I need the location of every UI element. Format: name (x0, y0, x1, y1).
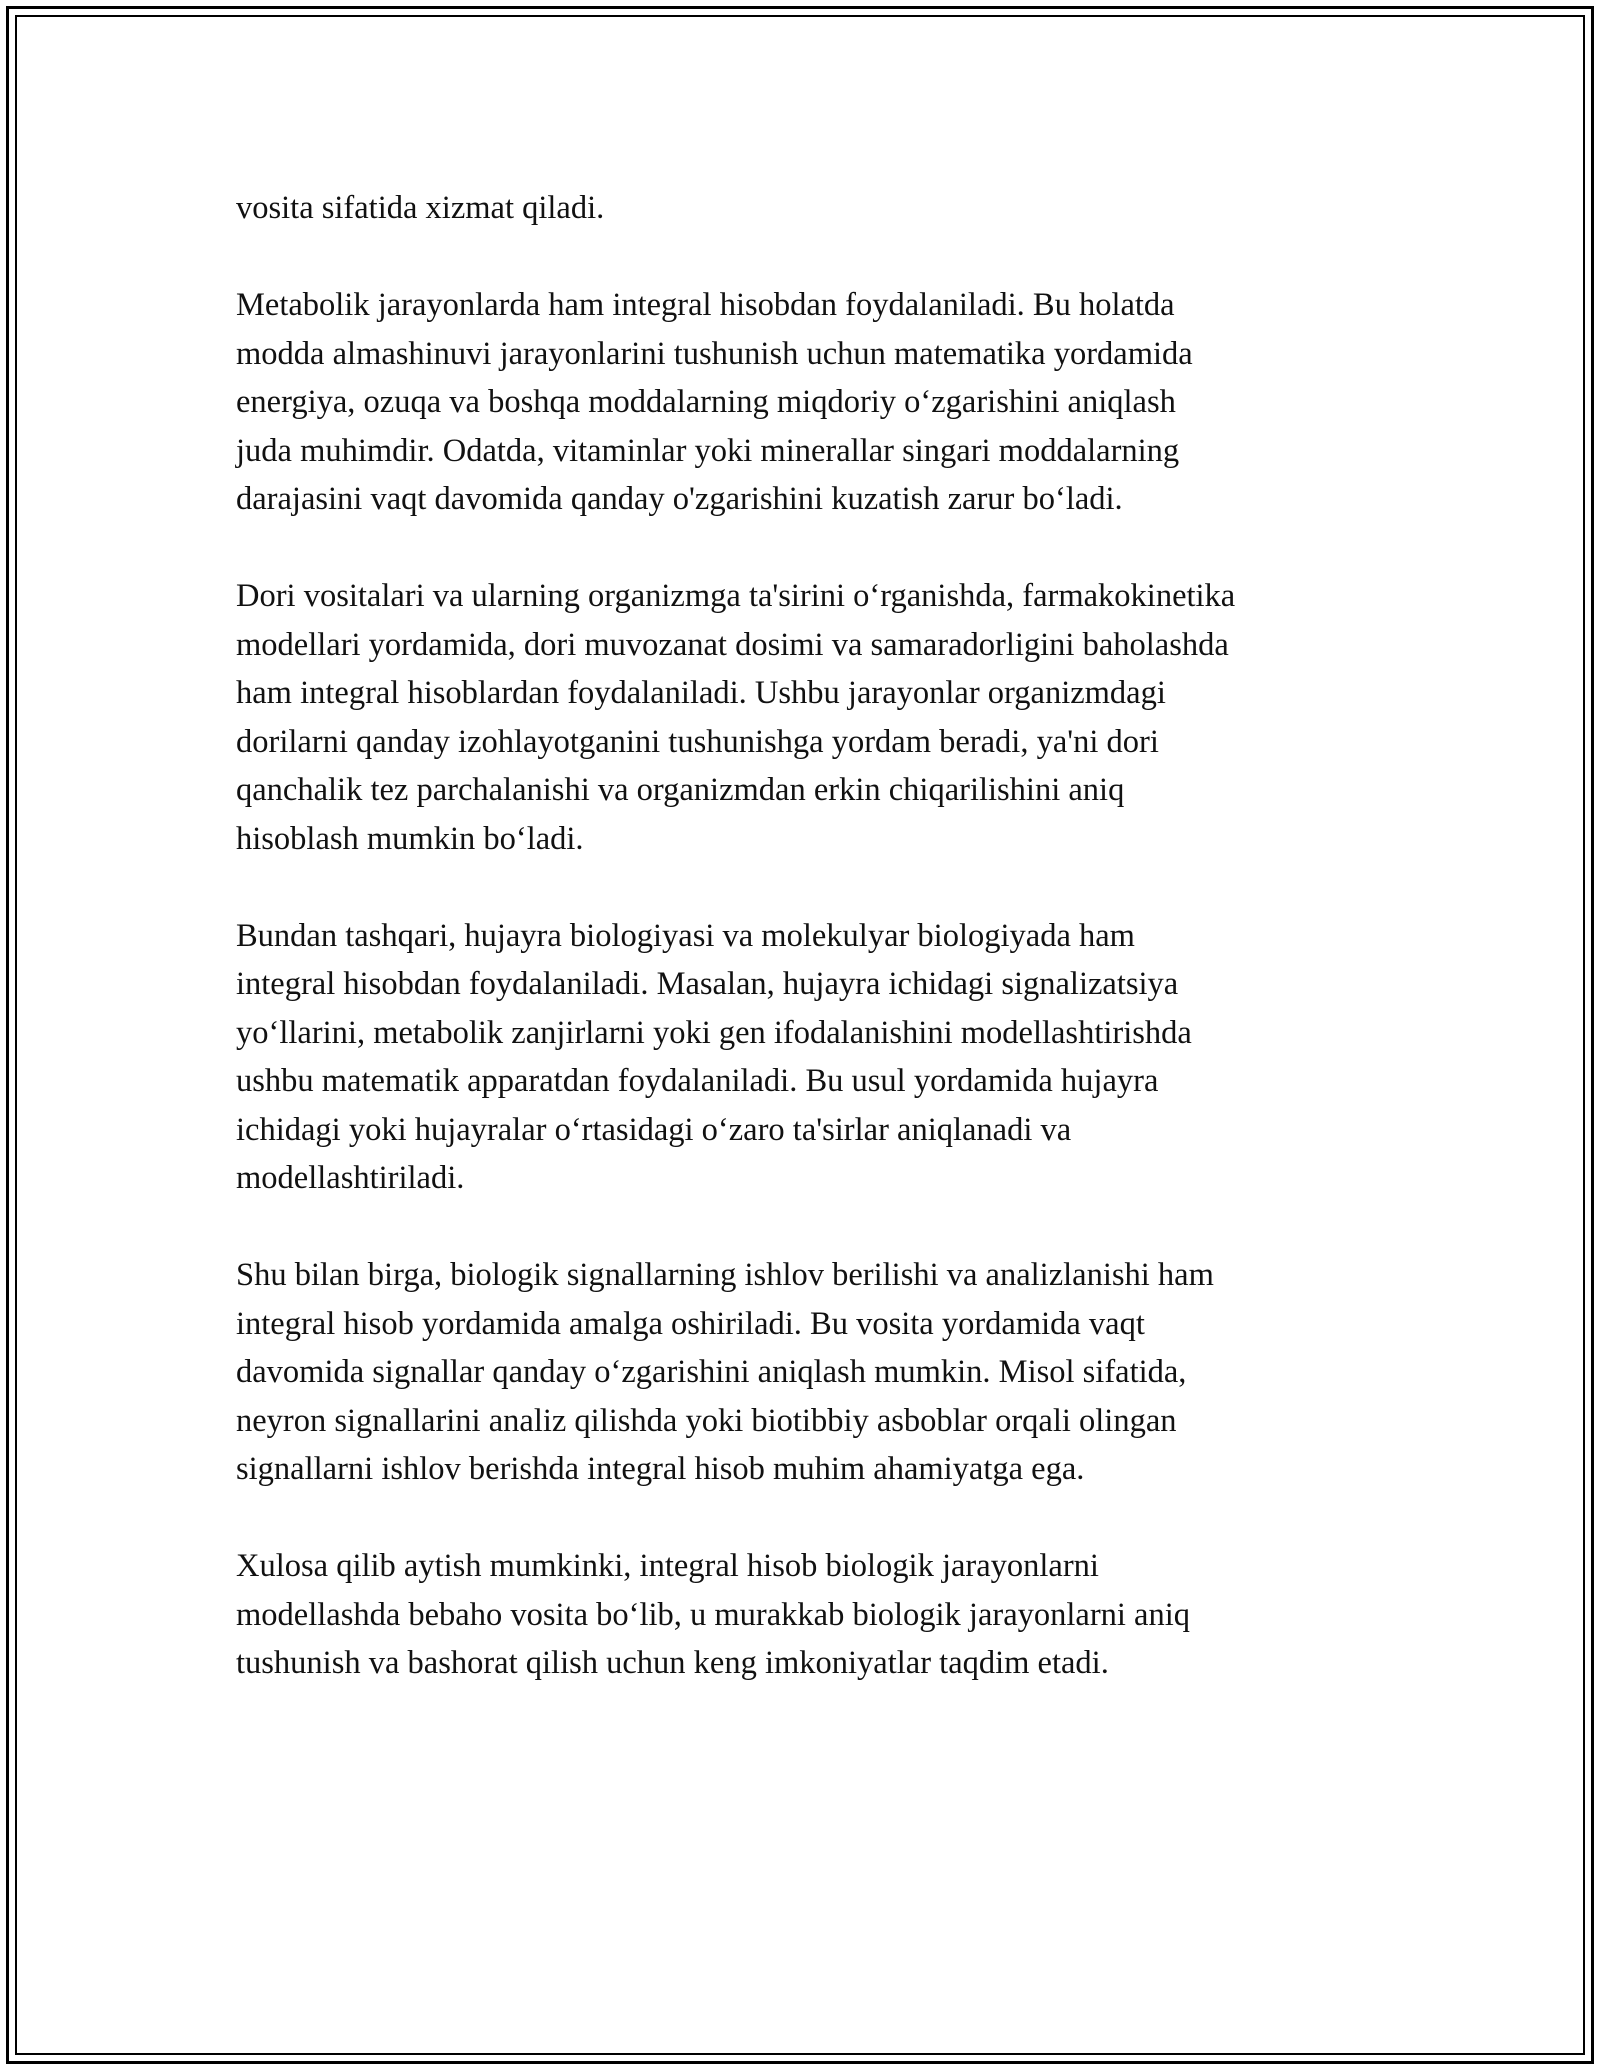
paragraph-conclusion: Xulosa qilib aytish mumkinki, integral hisob biologik jarayonlarni modellashda bebaho vosita bo‘lib, u murakkab biologik jarayonlarni aniq tushunish va bashorat qilish uchun keng imkoniyatlar taqdim etadi. (236, 1548, 1191, 1681)
document-body (236, 184, 1416, 1736)
paragraph-metabolic-processes: Metabolik jarayonlarda ham integral hisobdan foydalaniladi. Bu holatda modda almashinuvi jarayonlarini tushunish uchun matematika yordamida energiya, ozuqa va boshqa moddalarning miqdoriy o‘zgarishini aniqlash juda muhimdir. Odatda, vitaminlar yoki minerallar singari moddalarning darajasini vaqt davomida qanday o'zgarishini kuzatish zarur bo‘ladi. (236, 287, 1193, 517)
paragraph-pharmacokinetics: Dori vositalari va ularning organizmga ta'sirini o‘rganishda, farmakokinetika modellari yordamida, dori muvozanat dosimi va samaradorligini baholashda ham integral hisoblardan foydalaniladi. Ushbu jarayonlar organizmdagi dorilarni qanday izohlayotganini tushunishga yordam beradi, ya'ni dori qanchalik tez parchalanishi va organizmdan erkin chiqarilishini aniq hisoblash mumkin bo‘ladi. (236, 578, 1236, 857)
paragraph-continuation: vosita sifatida xizmat qiladi. (236, 190, 605, 226)
paragraph-cell-biology: Bundan tashqari, hujayra biologiyasi va molekulyar biologiyada ham integral hisobdan foydalaniladi. Masalan, hujayra ichidagi signalizatsiya yo‘llarini, metabolik zanjirlarni yoki gen ifodalanishini modellashtirishda ushbu matematik apparatdan foydalaniladi. Bu usul yordamida hujayra ichidagi yoki hujayralar o‘rtasidagi o‘zaro ta'sirlar aniqlanadi va modellashtiriladi. (236, 917, 1192, 1196)
paragraph-biological-signals: Shu bilan birga, biologik signallarning ishlov berilishi va analizlanishi ham integral hisob yordamida amalga oshiriladi. Bu vosita yordamida vaqt davomida signallar qanday o‘zgarishini aniqlash mumkin. Misol sifatida, neyron signallarini analiz qilishda yoki biotibbiy asboblar orqali olingan signallarni ishlov berishda integral hisob muhim ahamiyatga ega. (236, 1257, 1214, 1487)
